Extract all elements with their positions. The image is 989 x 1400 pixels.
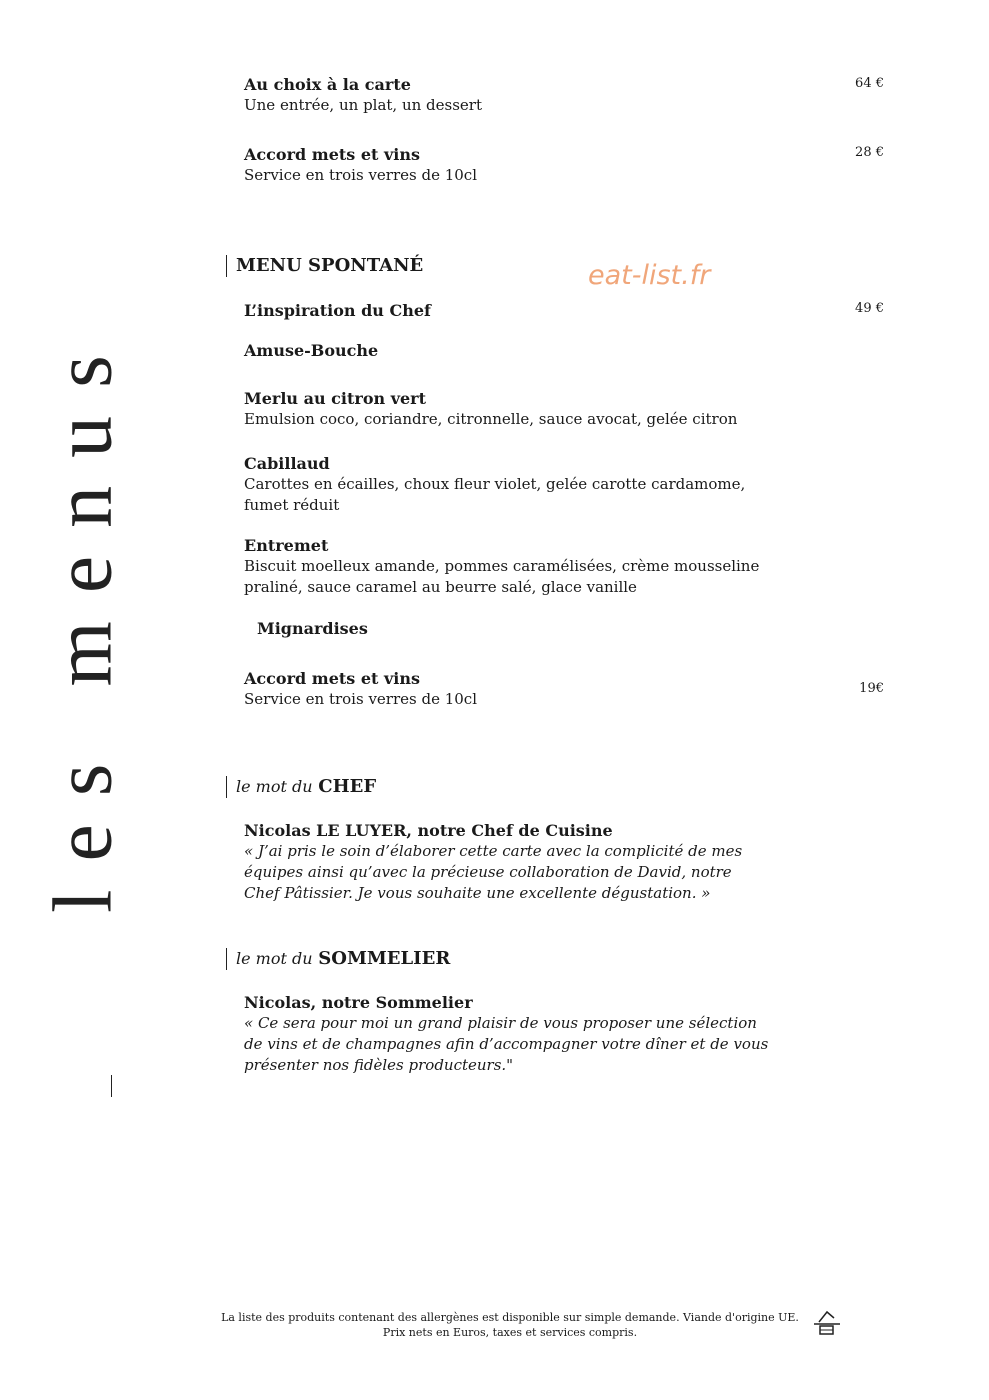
course-item (244, 388, 804, 430)
course-desc: Biscuit moelleux amande, pommes caramélisées, crème mousseline (244, 557, 760, 575)
footer-note (220, 1310, 800, 1340)
course-item (257, 618, 817, 639)
sommelier-quote-line: présenter nos fidèles producteurs." (244, 1056, 514, 1074)
item-price: 64 € (855, 76, 884, 91)
side-title (28, 240, 138, 1000)
course-title: Merlu au citron vert (244, 389, 426, 408)
course-item (244, 453, 804, 516)
chef-note (244, 820, 804, 904)
item-title: Au choix à la carte (244, 75, 411, 94)
course-desc: Carottes en écailles, choux fleur violet, gelée carotte cardamome, (244, 475, 746, 493)
section-title: CHEF (318, 776, 377, 797)
menu-item-accord-spontane (244, 668, 804, 710)
course-title: Entremet (244, 536, 329, 555)
course-item (244, 535, 804, 598)
sommelier-quote-line: « Ce sera pour moi un grand plaisir de vous proposer une sélection (244, 1014, 757, 1032)
side-divider (111, 1075, 112, 1097)
section-prefix: le mot du (236, 777, 313, 796)
course-title: Mignardises (257, 619, 368, 638)
footer-line: Prix nets en Euros, taxes et services compris. (382, 1326, 638, 1339)
sommelier-note (244, 992, 804, 1076)
section-heading-chef (226, 776, 376, 798)
menu-item-accord (244, 144, 804, 186)
item-desc: Une entrée, un plat, un dessert (244, 96, 483, 114)
course-item (244, 340, 804, 361)
watermark: eat-list.fr (588, 260, 711, 291)
item-title: Accord mets et vins (244, 669, 420, 688)
course-title: Cabillaud (244, 454, 330, 473)
course-title: Amuse-Bouche (244, 341, 379, 360)
item-desc: Service en trois verres de 10cl (244, 166, 478, 184)
sommelier-quote-line: de vins et de champagnes afin d’accompagner votre dîner et de vous (244, 1035, 769, 1053)
section-prefix: le mot du (236, 949, 313, 968)
item-price: 49 € (855, 301, 884, 316)
chef-quote-line: Chef Pâtissier. Je vous souhaite une excellente dégustation. » (244, 884, 711, 902)
menu-item-inspiration (244, 300, 804, 321)
item-title: L’inspiration du Chef (244, 301, 431, 320)
course-desc: fumet réduit (244, 496, 340, 514)
side-title-text: les menus (36, 327, 130, 913)
sommelier-name: Nicolas, notre Sommelier (244, 993, 473, 1012)
item-title: Accord mets et vins (244, 145, 420, 164)
footer-line: La liste des produits contenant des allergènes est disponible sur simple demande. Viande d'origine UE. (221, 1311, 799, 1324)
chef-quote-line: équipes ainsi qu’avec la précieuse collaboration de David, notre (244, 863, 732, 881)
item-price: 19€ (859, 681, 884, 696)
course-desc: Emulsion coco, coriandre, citronnelle, sauce avocat, gelée citron (244, 410, 738, 428)
chef-name: Nicolas LE LUYER, notre Chef de Cuisine (244, 821, 613, 840)
chef-quote-line: « J’ai pris le soin d’élaborer cette carte avec la complicité de mes (244, 842, 743, 860)
house-logo-icon (810, 1308, 842, 1336)
section-heading-sommelier (226, 948, 450, 970)
course-desc: praliné, sauce caramel au beurre salé, glace vanille (244, 578, 637, 596)
item-desc: Service en trois verres de 10cl (244, 690, 478, 708)
menu-item-carte (244, 74, 804, 116)
item-price: 28 € (855, 145, 884, 160)
section-title: MENU SPONTANÉ (236, 255, 424, 276)
section-heading-spontane (226, 255, 423, 277)
section-title: SOMMELIER (318, 948, 451, 969)
